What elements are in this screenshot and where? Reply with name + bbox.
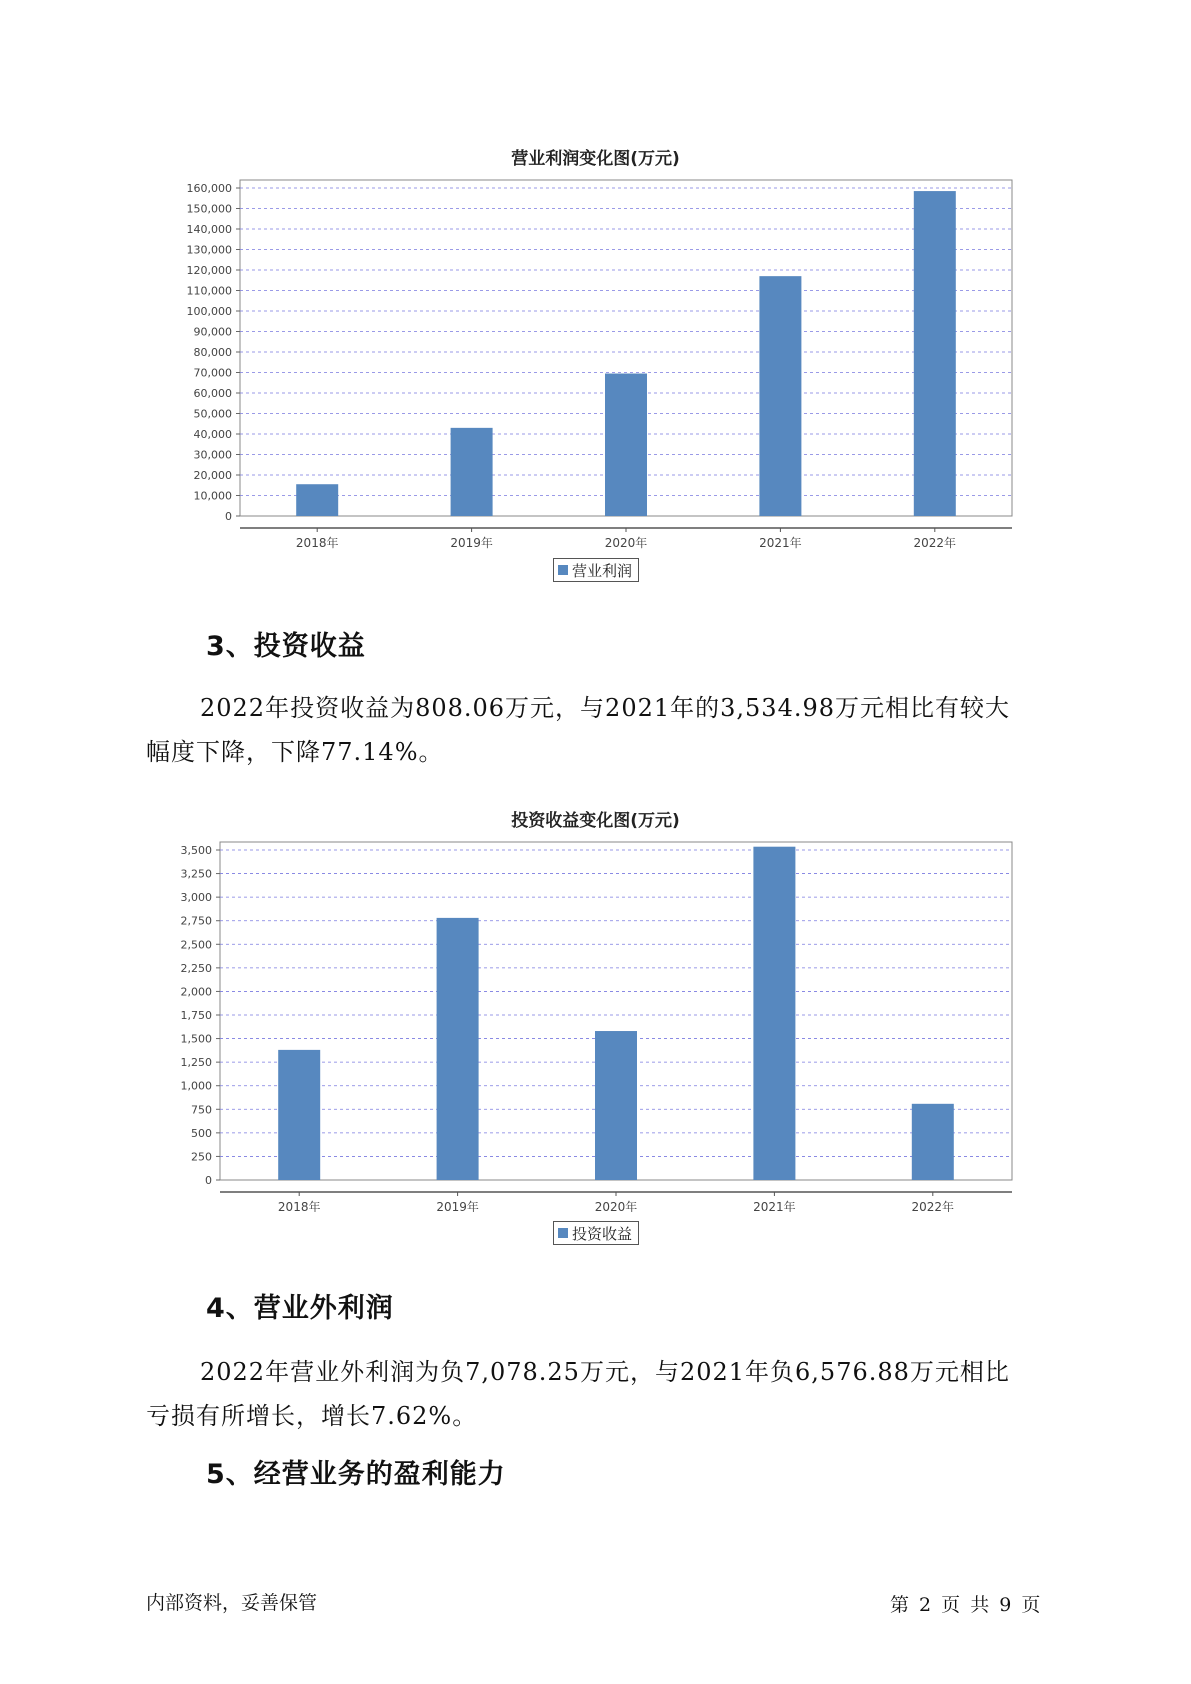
x-tick-label: 2022年 bbox=[913, 536, 957, 550]
x-tick-label: 2020年 bbox=[604, 536, 648, 550]
bar bbox=[595, 1031, 637, 1180]
x-tick-label: 2019年 bbox=[450, 536, 493, 550]
y-tick-label: 10,000 bbox=[193, 489, 232, 503]
paragraph-line: 2022年营业外利润为负7,078.25万元，与2021年负6,576.88万元相比 bbox=[200, 1358, 1010, 1386]
paragraph-investment-income bbox=[146, 686, 1046, 774]
y-tick-label: 150,000 bbox=[186, 202, 232, 216]
y-tick-label: 40,000 bbox=[193, 428, 232, 441]
y-tick-label: 250 bbox=[191, 1150, 212, 1164]
x-tick-label: 2020年 bbox=[594, 1200, 638, 1212]
y-tick-label: 30,000 bbox=[193, 448, 232, 462]
y-tick-label: 1,000 bbox=[180, 1079, 212, 1093]
legend-swatch bbox=[558, 1228, 568, 1238]
y-tick-label: 80,000 bbox=[193, 346, 232, 359]
bar bbox=[912, 1104, 954, 1180]
bar bbox=[278, 1050, 320, 1180]
y-tick-label: 90,000 bbox=[193, 325, 232, 339]
y-tick-label: 2,500 bbox=[180, 938, 212, 952]
bar bbox=[437, 918, 479, 1180]
operating-profit-chart bbox=[0, 170, 1191, 550]
y-tick-label: 160,000 bbox=[186, 182, 232, 195]
y-tick-label: 1,250 bbox=[180, 1056, 212, 1070]
y-tick-label: 50,000 bbox=[193, 407, 232, 421]
section-heading-profitability: 5、经营业务的盈利能力 bbox=[206, 1459, 506, 1490]
bar bbox=[753, 847, 795, 1180]
x-tick-label: 2021年 bbox=[753, 1200, 796, 1212]
bar bbox=[451, 428, 493, 516]
section-heading-non-operating-profit: 4、营业外利润 bbox=[206, 1293, 394, 1324]
legend-label: 营业利润 bbox=[572, 561, 633, 580]
x-tick-label: 2022年 bbox=[911, 1200, 955, 1212]
y-tick-label: 0 bbox=[205, 1174, 212, 1187]
paragraph-line: 2022年投资收益为808.06万元，与2021年的3,534.98万元相比有较大 bbox=[200, 694, 1011, 722]
y-tick-label: 750 bbox=[191, 1103, 212, 1117]
y-tick-label: 110,000 bbox=[186, 284, 232, 298]
legend-investment-income bbox=[553, 1221, 639, 1245]
x-tick-label: 2018年 bbox=[277, 1200, 321, 1212]
y-tick-label: 2,000 bbox=[180, 985, 212, 999]
footer-confidential-note: 内部资料，妥善保管 bbox=[146, 1592, 318, 1614]
chart-title-operating-profit: 营业利润变化图(万元) bbox=[511, 149, 680, 169]
legend-swatch bbox=[558, 565, 568, 575]
y-tick-label: 500 bbox=[191, 1126, 212, 1140]
chart-title-investment-income: 投资收益变化图(万元) bbox=[511, 811, 680, 831]
y-tick-label: 100,000 bbox=[186, 305, 232, 318]
x-tick-label: 2021年 bbox=[759, 536, 802, 550]
y-tick-label: 120,000 bbox=[186, 264, 232, 277]
paragraph-line: 幅度下降，下降77.14%。 bbox=[146, 738, 444, 766]
y-tick-label: 2,750 bbox=[180, 914, 212, 928]
footer-page-number: 第 2 页 共 9 页 bbox=[890, 1594, 1043, 1616]
y-tick-label: 60,000 bbox=[193, 387, 232, 400]
y-tick-label: 2,250 bbox=[180, 961, 212, 975]
y-tick-label: 3,500 bbox=[180, 844, 212, 857]
y-tick-label: 1,750 bbox=[180, 1009, 212, 1022]
section-heading-investment-income: 3、投资收益 bbox=[206, 631, 366, 662]
paragraph-non-operating-profit bbox=[146, 1350, 1046, 1438]
y-tick-label: 0 bbox=[225, 510, 232, 523]
y-tick-label: 140,000 bbox=[186, 223, 232, 236]
legend-operating-profit bbox=[553, 558, 639, 582]
y-tick-label: 3,000 bbox=[180, 891, 212, 905]
legend-label: 投资收益 bbox=[572, 1224, 633, 1243]
bar bbox=[296, 484, 338, 516]
x-tick-label: 2018年 bbox=[295, 536, 339, 550]
y-tick-label: 130,000 bbox=[186, 243, 232, 257]
investment-income-chart bbox=[0, 832, 1191, 1212]
paragraph-line: 亏损有所增长，增长7.62%。 bbox=[146, 1402, 478, 1430]
y-tick-label: 1,500 bbox=[180, 1032, 212, 1046]
bar bbox=[759, 276, 801, 516]
y-tick-label: 20,000 bbox=[193, 469, 232, 482]
y-tick-label: 70,000 bbox=[193, 366, 232, 380]
x-tick-label: 2019年 bbox=[436, 1200, 479, 1212]
y-tick-label: 3,250 bbox=[180, 867, 212, 881]
bar bbox=[605, 374, 647, 516]
bar bbox=[914, 191, 956, 516]
